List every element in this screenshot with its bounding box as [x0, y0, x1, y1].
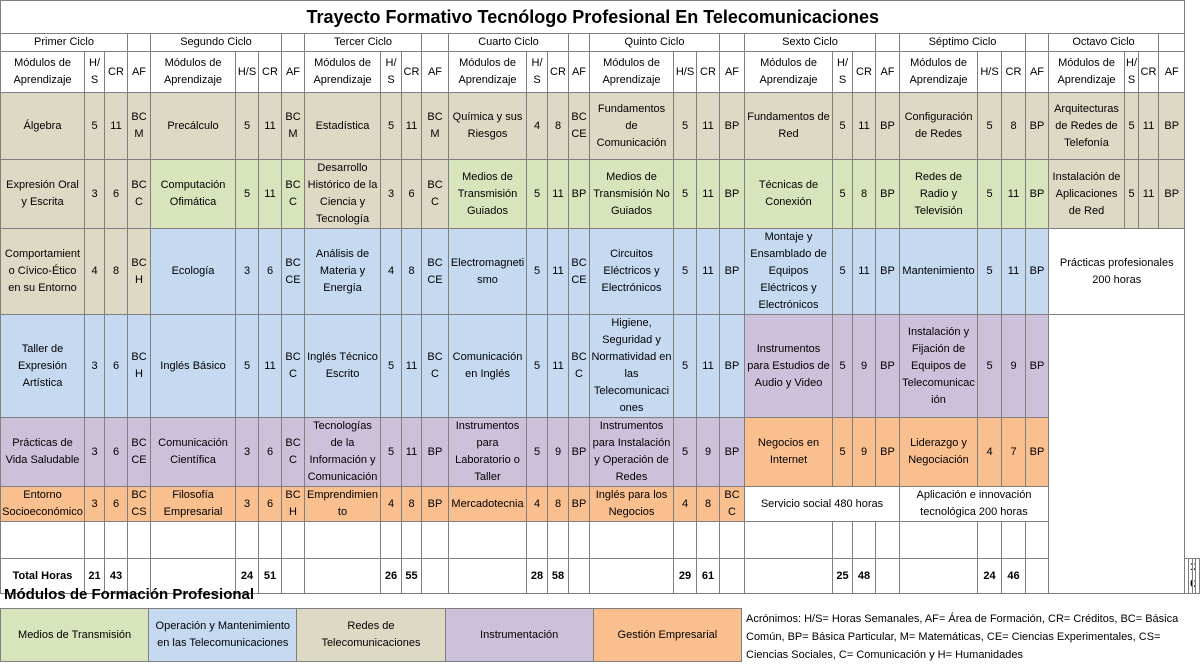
total-credits: 58: [548, 559, 569, 594]
module-credits: 6: [259, 487, 282, 522]
module-area: BP: [720, 418, 745, 487]
empty-cell: [978, 522, 1002, 559]
module-area: BC H: [128, 315, 151, 418]
module-hours: 3: [381, 160, 402, 229]
total-hours: 21: [85, 559, 105, 594]
module-area: BP: [876, 229, 900, 315]
module-credits: 11: [402, 418, 422, 487]
module-hours: 4: [381, 229, 402, 315]
empty-cell: [85, 522, 105, 559]
hs-column-header: H/S: [85, 52, 105, 93]
cycle-header: Tercer Ciclo: [305, 34, 422, 52]
cycle-spacer: [128, 34, 151, 52]
hs-column-header: H/S: [978, 52, 1002, 93]
module-area: BP: [876, 418, 900, 487]
module-name: Higiene, Seguridad y Normatividad en las Telecomunicaciones: [590, 315, 674, 418]
module-name: Arquitecturas de Redes de Telefonía: [1049, 93, 1125, 160]
module-area: BP: [1159, 93, 1185, 160]
module-name: Liderazgo y Negociación: [900, 418, 978, 487]
af-column-header: AF: [1026, 52, 1049, 93]
module-area: BC CE: [569, 93, 590, 160]
module-hours: 3: [85, 418, 105, 487]
cycle-spacer: [569, 34, 590, 52]
module-credits: 6: [105, 418, 128, 487]
module-area: BP: [1026, 160, 1049, 229]
module-credits: 11: [259, 160, 282, 229]
af-column-header: AF: [422, 52, 449, 93]
empty-cell: [900, 522, 978, 559]
total-hours: 24: [978, 559, 1002, 594]
module-hours: 5: [833, 229, 853, 315]
af-column-header: AF: [1159, 52, 1185, 93]
empty-cell: [449, 522, 527, 559]
cycle-header-row: [1, 34, 1200, 52]
total-hours: 29: [674, 559, 697, 594]
module-credits: 7: [1002, 418, 1026, 487]
module-column-header: Módulos de Aprendizaje: [745, 52, 833, 93]
module-name: Comportamiento Cívico-Ético en su Entorno: [1, 229, 85, 315]
module-name: Técnicas de Conexión: [745, 160, 833, 229]
cycle-header: Cuarto Ciclo: [449, 34, 569, 52]
module-name: Fundamentos de Red: [745, 93, 833, 160]
cycle-header: Octavo Ciclo: [1049, 34, 1159, 52]
module-credits: 6: [105, 160, 128, 229]
module-hours: 5: [527, 160, 548, 229]
module-name: Inglés para los Negocios: [590, 487, 674, 522]
module-hours: 5: [674, 418, 697, 487]
module-area: BP: [569, 487, 590, 522]
module-area: BP: [720, 160, 745, 229]
module-area: BC C: [128, 160, 151, 229]
total-credits: 48: [853, 559, 876, 594]
module-column-header: Módulos de Aprendizaje: [151, 52, 236, 93]
module-credits: 9: [853, 418, 876, 487]
module-area: BC CS: [128, 487, 151, 522]
empty-cell: [590, 522, 674, 559]
module-credits: 8: [548, 93, 569, 160]
module-area: BC C: [720, 487, 745, 522]
module-area: BP: [876, 93, 900, 160]
module-hours: 5: [833, 160, 853, 229]
module-column-header: Módulos de Aprendizaje: [1049, 52, 1125, 93]
module-name: Computación Ofimática: [151, 160, 236, 229]
module-row: [1, 93, 1200, 160]
module-hours: 5: [833, 93, 853, 160]
module-credits: 8: [548, 487, 569, 522]
totals-spacer: [1196, 559, 1200, 594]
module-column-header: Módulos de Aprendizaje: [1, 52, 85, 93]
module-hours: 5: [381, 93, 402, 160]
module-hours: 5: [381, 418, 402, 487]
module-name: Instalación y Fijación de Equipos de Telecomunicación: [900, 315, 978, 418]
totals-spacer: [282, 559, 305, 594]
module-area: BC C: [282, 315, 305, 418]
module-hours: 5: [85, 93, 105, 160]
module-name: Medios de Transmisión Guiados: [449, 160, 527, 229]
af-column-header: AF: [282, 52, 305, 93]
totals-spacer: [745, 559, 833, 594]
module-hours: 3: [85, 160, 105, 229]
hs-column-header: H/S: [833, 52, 853, 93]
module-area: BC C: [282, 418, 305, 487]
empty-cell: [720, 522, 745, 559]
module-credits: 11: [697, 160, 720, 229]
module-credits: 11: [1139, 93, 1159, 160]
cycle-spacer: [720, 34, 745, 52]
empty-cell: [105, 522, 128, 559]
module-hours: 4: [85, 229, 105, 315]
module-row: [1, 229, 1200, 315]
module-name: Desarrollo Histórico de la Ciencia y Tecnología: [305, 160, 381, 229]
module-hours: 5: [1125, 160, 1139, 229]
module-hours: 5: [236, 160, 259, 229]
column-header-row: [1, 52, 1200, 93]
empty-cell: [402, 522, 422, 559]
module-area: BC C: [422, 315, 449, 418]
empty-cell: [569, 522, 590, 559]
totals-spacer: [305, 559, 381, 594]
empty-cell: [697, 522, 720, 559]
legend-table: [0, 608, 742, 662]
module-hours: 4: [527, 93, 548, 160]
module-hours: 3: [236, 229, 259, 315]
empty-cell: [282, 522, 305, 559]
module-area: BP: [422, 418, 449, 487]
cr-column-header: CR: [1002, 52, 1026, 93]
module-credits: 6: [259, 418, 282, 487]
cycle-spacer: [422, 34, 449, 52]
module-name: Ecología: [151, 229, 236, 315]
module-name: Electromagnetismo: [449, 229, 527, 315]
totals-spacer: [590, 559, 674, 594]
module-area: BC CE: [128, 418, 151, 487]
hs-column-header: H/S: [236, 52, 259, 93]
module-area: BC M: [128, 93, 151, 160]
module-name: Instalación de Aplicaciones de Red: [1049, 160, 1125, 229]
cr-column-header: CR: [259, 52, 282, 93]
module-hours: 5: [833, 418, 853, 487]
module-name: Emprendimiento: [305, 487, 381, 522]
total-hours: 25: [833, 559, 853, 594]
module-hours: 4: [674, 487, 697, 522]
module-area: BP: [1026, 229, 1049, 315]
module-hours: 5: [674, 160, 697, 229]
cr-column-header: CR: [853, 52, 876, 93]
module-name: Instrumentos para Instalación y Operación de Redes: [590, 418, 674, 487]
module-hours: 4: [978, 418, 1002, 487]
module-name: Álgebra: [1, 93, 85, 160]
module-credits: 8: [697, 487, 720, 522]
module-area: BC CE: [569, 229, 590, 315]
module-row: [1, 160, 1200, 229]
module-name: Comunicación Científica: [151, 418, 236, 487]
totals-spacer: [1026, 559, 1049, 594]
hs-column-header: H/S: [1125, 52, 1139, 93]
empty-cell: [128, 522, 151, 559]
cycle-spacer: [282, 34, 305, 52]
module-credits: 11: [402, 315, 422, 418]
cycle-spacer: [876, 34, 900, 52]
module-credits: 11: [697, 229, 720, 315]
module-hours: 5: [978, 315, 1002, 418]
empty-cell: [853, 522, 876, 559]
legend-title: Módulos de Formación Profesional: [4, 586, 255, 603]
module-credits: 11: [1002, 160, 1026, 229]
module-area: BC CE: [282, 229, 305, 315]
legend-item: Redes de Telecomunicaciones: [297, 609, 445, 662]
module-hours: 4: [381, 487, 402, 522]
module-credits: 9: [548, 418, 569, 487]
module-credits: 11: [1139, 160, 1159, 229]
aplicacion-innovacion: Aplicación e innovación tecnológica 200 horas: [900, 487, 1049, 522]
module-credits: 6: [402, 160, 422, 229]
total-hours: [1189, 559, 1193, 594]
module-hours: 5: [236, 315, 259, 418]
legend-item: Medios de Transmisión: [1, 609, 149, 662]
module-area: BP: [1159, 160, 1185, 229]
module-credits: 11: [402, 93, 422, 160]
legend-item: Instrumentación: [445, 609, 593, 662]
module-area: BC C: [422, 160, 449, 229]
module-area: BC C: [569, 315, 590, 418]
cr-column-header: CR: [402, 52, 422, 93]
module-credits: 11: [697, 315, 720, 418]
empty-cell: [527, 522, 548, 559]
totals-spacer: [720, 559, 745, 594]
module-column-header: Módulos de Aprendizaje: [900, 52, 978, 93]
module-area: BC C: [282, 160, 305, 229]
module-area: BP: [876, 315, 900, 418]
module-hours: 5: [978, 160, 1002, 229]
module-credits: 6: [259, 229, 282, 315]
empty-cell: [305, 522, 381, 559]
module-credits: 8: [1002, 93, 1026, 160]
module-area: BC CE: [422, 229, 449, 315]
module-row: [1, 418, 1200, 487]
module-credits: 8: [105, 229, 128, 315]
module-name: Montaje y Ensamblado de Equipos Eléctricos y Electrónicos: [745, 229, 833, 315]
module-hours: 3: [236, 487, 259, 522]
cycle-spacer: [1159, 34, 1185, 52]
cycle-header: Quinto Ciclo: [590, 34, 720, 52]
totals-spacer: [900, 559, 978, 594]
cycle-spacer: [1026, 34, 1049, 52]
module-credits: 9: [1002, 315, 1026, 418]
empty-cell: [745, 522, 833, 559]
legend-item: Operación y Mantenimiento en las Telecomunicaciones: [149, 609, 297, 662]
cr-column-header: CR: [1139, 52, 1159, 93]
empty-cell: [151, 522, 236, 559]
module-credits: 11: [853, 93, 876, 160]
module-hours: 5: [527, 418, 548, 487]
servicio-social: Servicio social 480 horas: [745, 487, 900, 522]
cycle-header: Sexto Ciclo: [745, 34, 876, 52]
hs-column-header: H/S: [674, 52, 697, 93]
module-name: Tecnologías de la Información y Comunicación: [305, 418, 381, 487]
module-credits: 8: [402, 229, 422, 315]
module-name: Circuitos Eléctricos y Electrónicos: [590, 229, 674, 315]
af-column-header: AF: [569, 52, 590, 93]
module-row: [1, 315, 1200, 418]
af-column-header: AF: [720, 52, 745, 93]
module-name: Mercadotecnia: [449, 487, 527, 522]
cycle-header: Segundo Ciclo: [151, 34, 282, 52]
module-hours: 4: [527, 487, 548, 522]
module-name: Prácticas de Vida Saludable: [1, 418, 85, 487]
totals-spacer: [569, 559, 590, 594]
module-hours: 3: [85, 315, 105, 418]
module-area: BP: [569, 160, 590, 229]
module-name: Análisis de Materia y Energía: [305, 229, 381, 315]
empty-cell: [1026, 522, 1049, 559]
acronyms-note: Acrónimos: H/S= Horas Semanales, AF= Área de Formación, CR= Créditos, BC= Básica Común, BP= Básica Particular, M= Matemáticas, CE= Ciencias Experimentales, CS= Ciencias Sociales, C= Comunicación y H= Humanidades: [746, 613, 1179, 661]
totals-label: Total Horas: [1, 559, 85, 594]
cr-column-header: CR: [697, 52, 720, 93]
module-name: Inglés Técnico Escrito: [305, 315, 381, 418]
module-name: Instrumentos para Estudios de Audio y Video: [745, 315, 833, 418]
module-hours: 5: [978, 93, 1002, 160]
total-credits: 55: [402, 559, 422, 594]
module-hours: 5: [527, 229, 548, 315]
module-credits: 6: [105, 315, 128, 418]
module-row: [1, 487, 1200, 522]
empty-cell: [1002, 522, 1026, 559]
module-name: Filosofía Empresarial: [151, 487, 236, 522]
totals-spacer: [876, 559, 900, 594]
module-name: Química y sus Riesgos: [449, 93, 527, 160]
module-name: Inglés Básico: [151, 315, 236, 418]
cycle-header: Séptimo Ciclo: [900, 34, 1026, 52]
totals-spacer: [422, 559, 449, 594]
module-credits: 9: [697, 418, 720, 487]
module-hours: 5: [236, 93, 259, 160]
module-hours: 5: [674, 229, 697, 315]
module-name: Estadística: [305, 93, 381, 160]
module-name: Fundamentos de Comunicación: [590, 93, 674, 160]
module-name: Expresión Oral y Escrita: [1, 160, 85, 229]
module-credits: 11: [259, 93, 282, 160]
module-hours: 5: [674, 93, 697, 160]
module-name: Mantenimiento: [900, 229, 978, 315]
hs-column-header: H/S: [527, 52, 548, 93]
af-column-header: AF: [876, 52, 900, 93]
module-credits: 11: [105, 93, 128, 160]
module-hours: 5: [527, 315, 548, 418]
module-area: BP: [720, 93, 745, 160]
module-name: Negocios en Internet: [745, 418, 833, 487]
module-area: BP: [1026, 315, 1049, 418]
af-column-header: AF: [128, 52, 151, 93]
module-area: BC M: [422, 93, 449, 160]
module-name: Precálculo: [151, 93, 236, 160]
module-name: Configuración de Redes: [900, 93, 978, 160]
module-hours: 5: [1125, 93, 1139, 160]
empty-row: [1, 522, 1200, 559]
legend-item: Gestión Empresarial: [593, 609, 741, 662]
module-area: BC H: [128, 229, 151, 315]
module-area: BP: [876, 160, 900, 229]
module-area: BC H: [282, 487, 305, 522]
module-credits: 11: [853, 229, 876, 315]
module-hours: 5: [833, 315, 853, 418]
module-credits: 8: [402, 487, 422, 522]
module-name: Instrumentos para Laboratorio o Taller: [449, 418, 527, 487]
module-hours: 5: [978, 229, 1002, 315]
module-credits: 9: [853, 315, 876, 418]
module-name: Taller de Expresión Artística: [1, 315, 85, 418]
hs-column-header: H/S: [381, 52, 402, 93]
module-area: BC M: [282, 93, 305, 160]
empty-block: [1049, 315, 1185, 594]
empty-cell: [674, 522, 697, 559]
total-credits: 43: [105, 559, 128, 594]
empty-cell: [876, 522, 900, 559]
cycle-header: Primer Ciclo: [1, 34, 128, 52]
module-name: Entorno Socioeconómico: [1, 487, 85, 522]
module-credits: 8: [853, 160, 876, 229]
module-area: BP: [1026, 93, 1049, 160]
empty-cell: [833, 522, 853, 559]
module-area: BP: [569, 418, 590, 487]
empty-cell: [422, 522, 449, 559]
module-credits: 6: [105, 487, 128, 522]
module-credits: 11: [697, 93, 720, 160]
total-hours: 28: [527, 559, 548, 594]
totals-spacer: [449, 559, 527, 594]
module-name: Redes de Radio y Televisión: [900, 160, 978, 229]
module-column-header: Módulos de Aprendizaje: [305, 52, 381, 93]
module-area: BP: [1026, 418, 1049, 487]
module-name: Medios de Transmisión No Guiados: [590, 160, 674, 229]
module-column-header: Módulos de Aprendizaje: [449, 52, 527, 93]
module-area: BP: [720, 315, 745, 418]
module-area: BP: [720, 229, 745, 315]
module-credits: 11: [548, 229, 569, 315]
empty-cell: [381, 522, 402, 559]
module-hours: 5: [381, 315, 402, 418]
module-hours: 5: [674, 315, 697, 418]
module-area: BP: [422, 487, 449, 522]
empty-cell: [259, 522, 282, 559]
module-column-header: Módulos de Aprendizaje: [590, 52, 674, 93]
practicas-profesionales: Prácticas profesionales 200 horas: [1049, 229, 1185, 315]
module-hours: 3: [236, 418, 259, 487]
total-credits: 51: [259, 559, 282, 594]
page-title: Trayecto Formativo Tecnólogo Profesional En Telecomunicaciones: [1, 1, 1185, 34]
cr-column-header: CR: [105, 52, 128, 93]
empty-cell: [236, 522, 259, 559]
module-credits: 11: [548, 160, 569, 229]
module-name: Comunicación en Inglés: [449, 315, 527, 418]
module-credits: 11: [548, 315, 569, 418]
total-hours: 24: [236, 559, 259, 594]
module-hours: 3: [85, 487, 105, 522]
empty-cell: [1, 522, 85, 559]
empty-cell: [548, 522, 569, 559]
total-credits: 46: [1002, 559, 1026, 594]
total-hours: 26: [381, 559, 402, 594]
total-credits: 61: [697, 559, 720, 594]
title-row: [1, 1, 1200, 34]
module-credits: 11: [259, 315, 282, 418]
module-credits: 11: [1002, 229, 1026, 315]
cr-column-header: CR: [548, 52, 569, 93]
total-credits: [1192, 559, 1196, 594]
